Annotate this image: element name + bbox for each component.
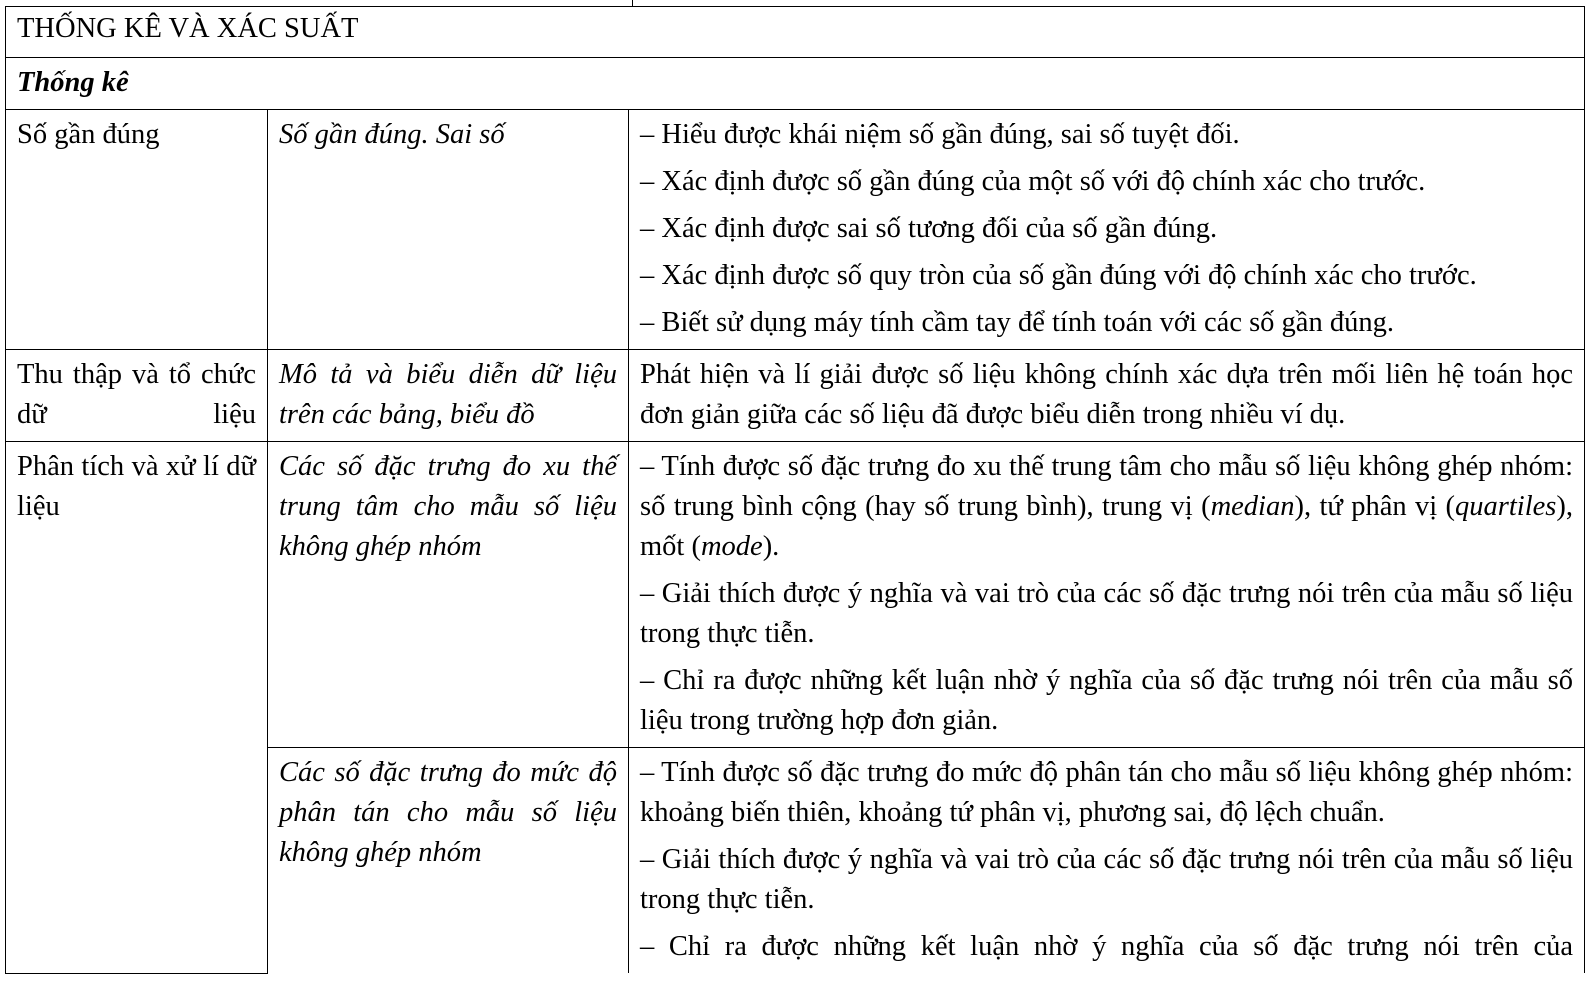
term-quartiles: quartiles — [1455, 491, 1557, 522]
requirement-item: – Biết sử dụng máy tính cầm tay để tính toán với các số gần đúng. — [640, 307, 1394, 338]
requirement-text: ), mốt ( — [640, 491, 1573, 562]
term-median: median — [1210, 491, 1295, 522]
requirement-item: Phát hiện và lí giải được số liệu không chính xác dựa trên mối liên hệ toán học đơn giản giữa các số liệu đã được biểu diễn trong nhiều ví dụ. — [640, 359, 1573, 430]
requirement-item — [640, 447, 1573, 567]
requirement-item: – Giải thích được ý nghĩa và vai trò của các số đặc trưng nói trên của mẫu số liệu trong thực tiễn. — [640, 844, 1573, 915]
requirements-cell — [629, 350, 1585, 442]
requirement-item: – Tính được số đặc trưng đo mức độ phân tán cho mẫu số liệu không ghép nhóm: khoảng biến thiên, khoảng tứ phân vị, phương sai, độ lệch chuẩn. — [640, 757, 1573, 828]
requirement-text: ), tứ phân vị ( — [1294, 491, 1456, 522]
requirements-cell — [629, 748, 1585, 974]
requirement-item: – Chỉ ra được những kết luận nhờ ý nghĩa của số đặc trưng nói trên của — [640, 931, 1573, 962]
section-heading: THỐNG KÊ VÀ XÁC SUẤT — [6, 7, 1585, 58]
requirement-item: – Xác định được số quy tròn của số gần đúng với độ chính xác cho trước. — [640, 260, 1477, 291]
table-row — [6, 110, 1585, 350]
requirements-cell — [629, 442, 1585, 748]
requirement-text: ). — [762, 531, 780, 562]
requirement-text: – Tính được số đặc trưng đo xu thế trung tâm cho mẫu số liệu không ghép nhóm: số trung bình cộng (hay số trung bình), trung vị ( — [640, 451, 1573, 522]
table-row — [6, 350, 1585, 442]
content-cell: Các số đặc trưng đo mức độ phân tán cho mẫu số liệu không ghép nhóm — [268, 748, 629, 974]
subsection-heading-row — [6, 58, 1585, 110]
subsection-heading: Thống kê — [6, 58, 1585, 110]
content-cell: Mô tả và biểu diễn dữ liệu trên các bảng, biểu đồ — [268, 350, 629, 442]
table-row — [6, 442, 1585, 748]
content-cell: Các số đặc trưng đo xu thế trung tâm cho mẫu số liệu không ghép nhóm — [268, 442, 629, 748]
term-mode: mode — [700, 531, 763, 562]
topic-cell: Số gần đúng — [6, 110, 268, 350]
requirement-item: – Xác định được sai số tương đối của số gần đúng. — [640, 213, 1218, 244]
requirement-item: – Giải thích được ý nghĩa và vai trò của các số đặc trưng nói trên của mẫu số liệu trong thực tiễn. — [640, 578, 1573, 649]
requirement-item: – Chỉ ra được những kết luận nhờ ý nghĩa của số đặc trưng nói trên của mẫu số liệu trong trường hợp đơn giản. — [640, 665, 1573, 736]
requirement-item: – Hiểu được khái niệm số gần đúng, sai số tuyệt đối. — [640, 119, 1240, 150]
requirements-cell — [629, 110, 1585, 350]
curriculum-table — [5, 6, 1585, 974]
content-cell: Số gần đúng. Sai số — [268, 110, 629, 350]
topic-cell: Phân tích và xử lí dữ liệu — [6, 442, 268, 974]
requirement-item: – Xác định được số gần đúng của một số với độ chính xác cho trước. — [640, 166, 1426, 197]
section-heading-row — [6, 7, 1585, 58]
topic-cell: Thu thập và tổ chức dữ liệu — [6, 350, 268, 442]
